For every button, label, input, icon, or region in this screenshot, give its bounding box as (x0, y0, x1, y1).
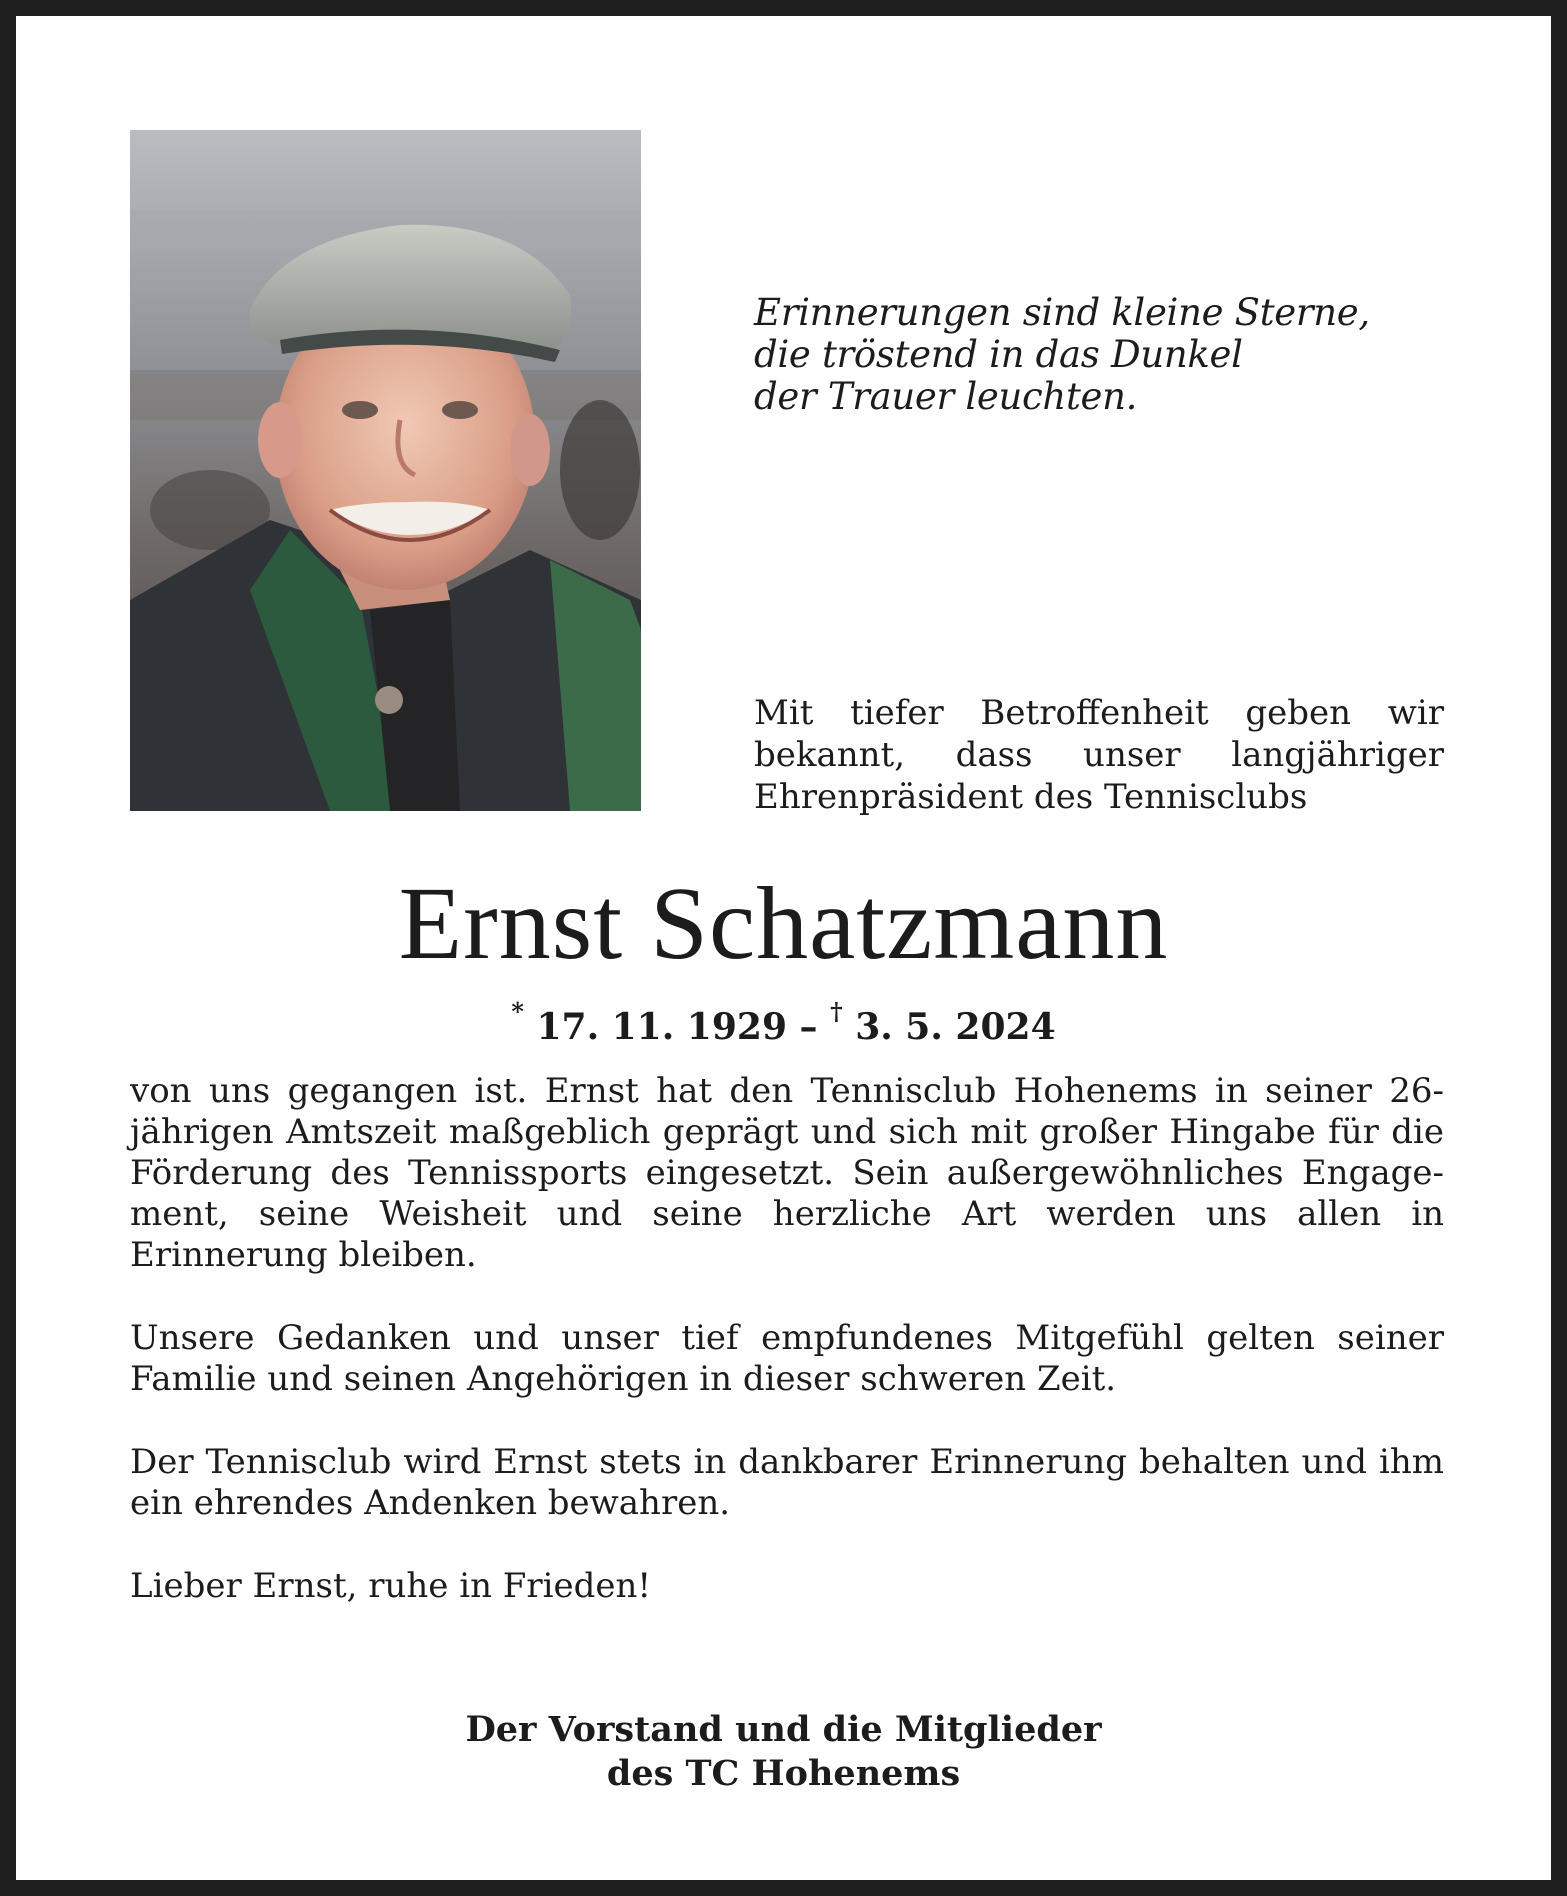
body-paragraph: Lieber Ernst, ruhe in Frieden! (130, 1566, 652, 1606)
obituary-body (130, 1071, 1444, 1649)
body-paragraph: Der Tennisclub wird Ernst stets in dankbarer Erinnerung behalten und ihm ein ehrendes Andenken bewahren. (130, 1442, 1444, 1523)
birth-symbol: * (511, 997, 524, 1026)
announcement-intro: Mit tiefer Betroffenheit geben wir bekannt, dass unser langjähriger Ehrenpräsident des Tennisclubs (754, 693, 1444, 817)
death-symbol: † (830, 997, 843, 1026)
life-dates (16, 996, 1551, 1049)
signature-line: des TC Hohenems (606, 1753, 961, 1794)
portrait-photo (130, 130, 641, 811)
death-date: 3. 5. 2024 (855, 1006, 1056, 1048)
portrait-image (130, 130, 641, 811)
birth-date: 17. 11. 1929 – (536, 1006, 818, 1048)
body-paragraph: von uns gegangen ist. Ernst hat den Tennisclub Hohenems in seiner 26-jährigen Amtszeit maßgeblich geprägt und sich mit großer Hingabe für die Förderung des Tennissports eingesetzt. Sein außergewöhnliches Engagement, seine Weisheit und seine herzliche Art werden uns allen in Erinnerung bleiben. (130, 1071, 1444, 1275)
quote-line: Erinnerungen sind kleine Sterne, (754, 291, 1370, 334)
quote-line: der Trauer leuchten. (754, 375, 1138, 418)
quote-line: die tröstend in das Dunkel (754, 333, 1243, 376)
obituary-card (16, 16, 1551, 1880)
signature-block (16, 1708, 1551, 1796)
deceased-name: Ernst Schatzmann (398, 866, 1169, 981)
signature-line: Der Vorstand und die Mitglieder (465, 1709, 1102, 1750)
body-paragraph: Unsere Gedanken und unser tief empfundenes Mitgefühl gelten seiner Familie und seinen Angehörigen in dieser schweren Zeit. (130, 1318, 1444, 1399)
memorial-quote (754, 292, 1474, 418)
